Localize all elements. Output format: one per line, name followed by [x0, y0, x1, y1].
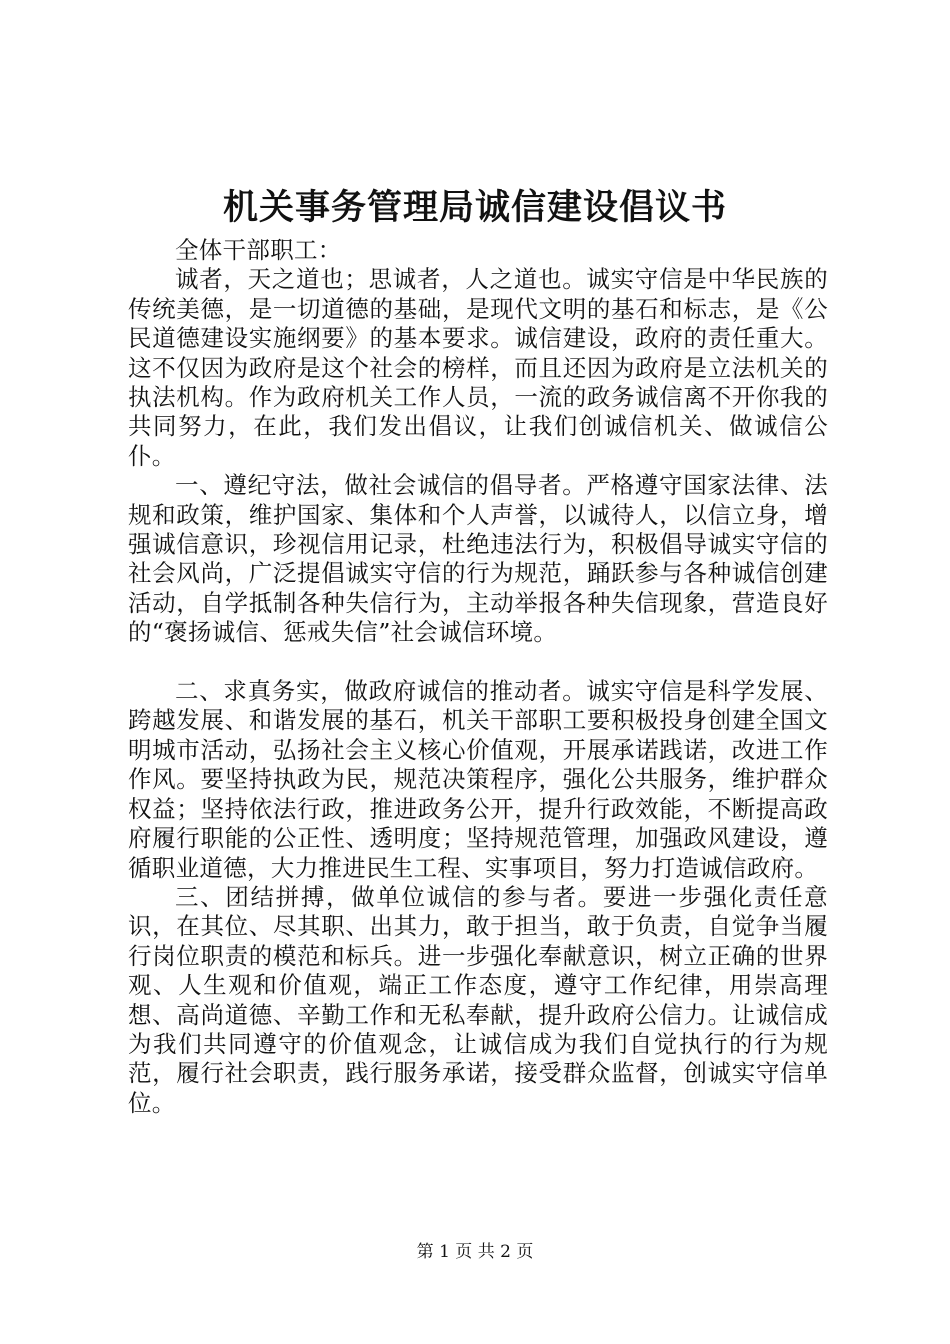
paragraph-point-two: 二、求真务实，做政府诚信的推动者。诚实守信是科学发展、跨越发展、和谐发展的基石，机关干部职工要积极投身创建全国文明城市活动，弘扬社会主义核心价值观，开展承诺践诺，改进工作作风。要坚持执政为民，规范决策程序，强化公共服务，维护群众权益；坚持依法行政，推进政务公开，提升行政效能，不断提高政府履行职能的公正性、透明度；坚持规范管理，加强政风建设，遵循职业道德，大力推进民生工程、实事项目，努力打造诚信政府。	[128, 677, 828, 882]
page-number-footer: 第 1 页 共 2 页	[416, 1242, 534, 1262]
document-title: 机关事务管理局诚信建设倡议书	[222, 187, 727, 228]
salutation: 全体干部职工：	[175, 236, 342, 264]
paragraph-point-three: 三、团结拼搏，做单位诚信的参与者。要进一步强化责任意识，在其位、尽其职、出其力，敢于担当，敢于负责，自觉争当履行岗位职责的模范和标兵。进一步强化奉献意识，树立正确的世界观、人生观和价值观，端正工作态度，遵守工作纪律，用崇高理想、高尚道德、辛勤工作和无私奉献，提升政府公信力。让诚信成为我们共同遵守的价值观念，让诚信成为我们自觉执行的行为规范，履行社会职责，践行服务承诺，接受群众监督，创诚实守信单位。	[128, 882, 828, 1117]
document-body	[128, 236, 828, 1118]
paragraph-intro: 诚者，天之道也；思诚者，人之道也。诚实守信是中华民族的传统美德，是一切道德的基础，是现代文明的基石和标志，是《公民道德建设实施纲要》的基本要求。诚信建设，政府的责任重大。这不仅因为政府是这个社会的榜样，而且还因为政府是立法机关的执法机构。作为政府机关工作人员，一流的政务诚信离不开你我的共同努力，在此，我们发出倡议，让我们创诚信机关、做诚信公仆。	[128, 265, 828, 470]
paragraph-point-one: 一、遵纪守法，做社会诚信的倡导者。严格遵守国家法律、法规和政策，维护国家、集体和个人声誉，以诚待人，以信立身，增强诚信意识，珍视信用记录，杜绝违法行为，积极倡导诚实守信的社会风尚，广泛提倡诚实守信的行为规范，踊跃参与各种诚信创建活动，自学抵制各种失信行为，主动举报各种失信现象，营造良好的“褒扬诚信、惩戒失信”社会诚信环境。	[128, 471, 828, 647]
